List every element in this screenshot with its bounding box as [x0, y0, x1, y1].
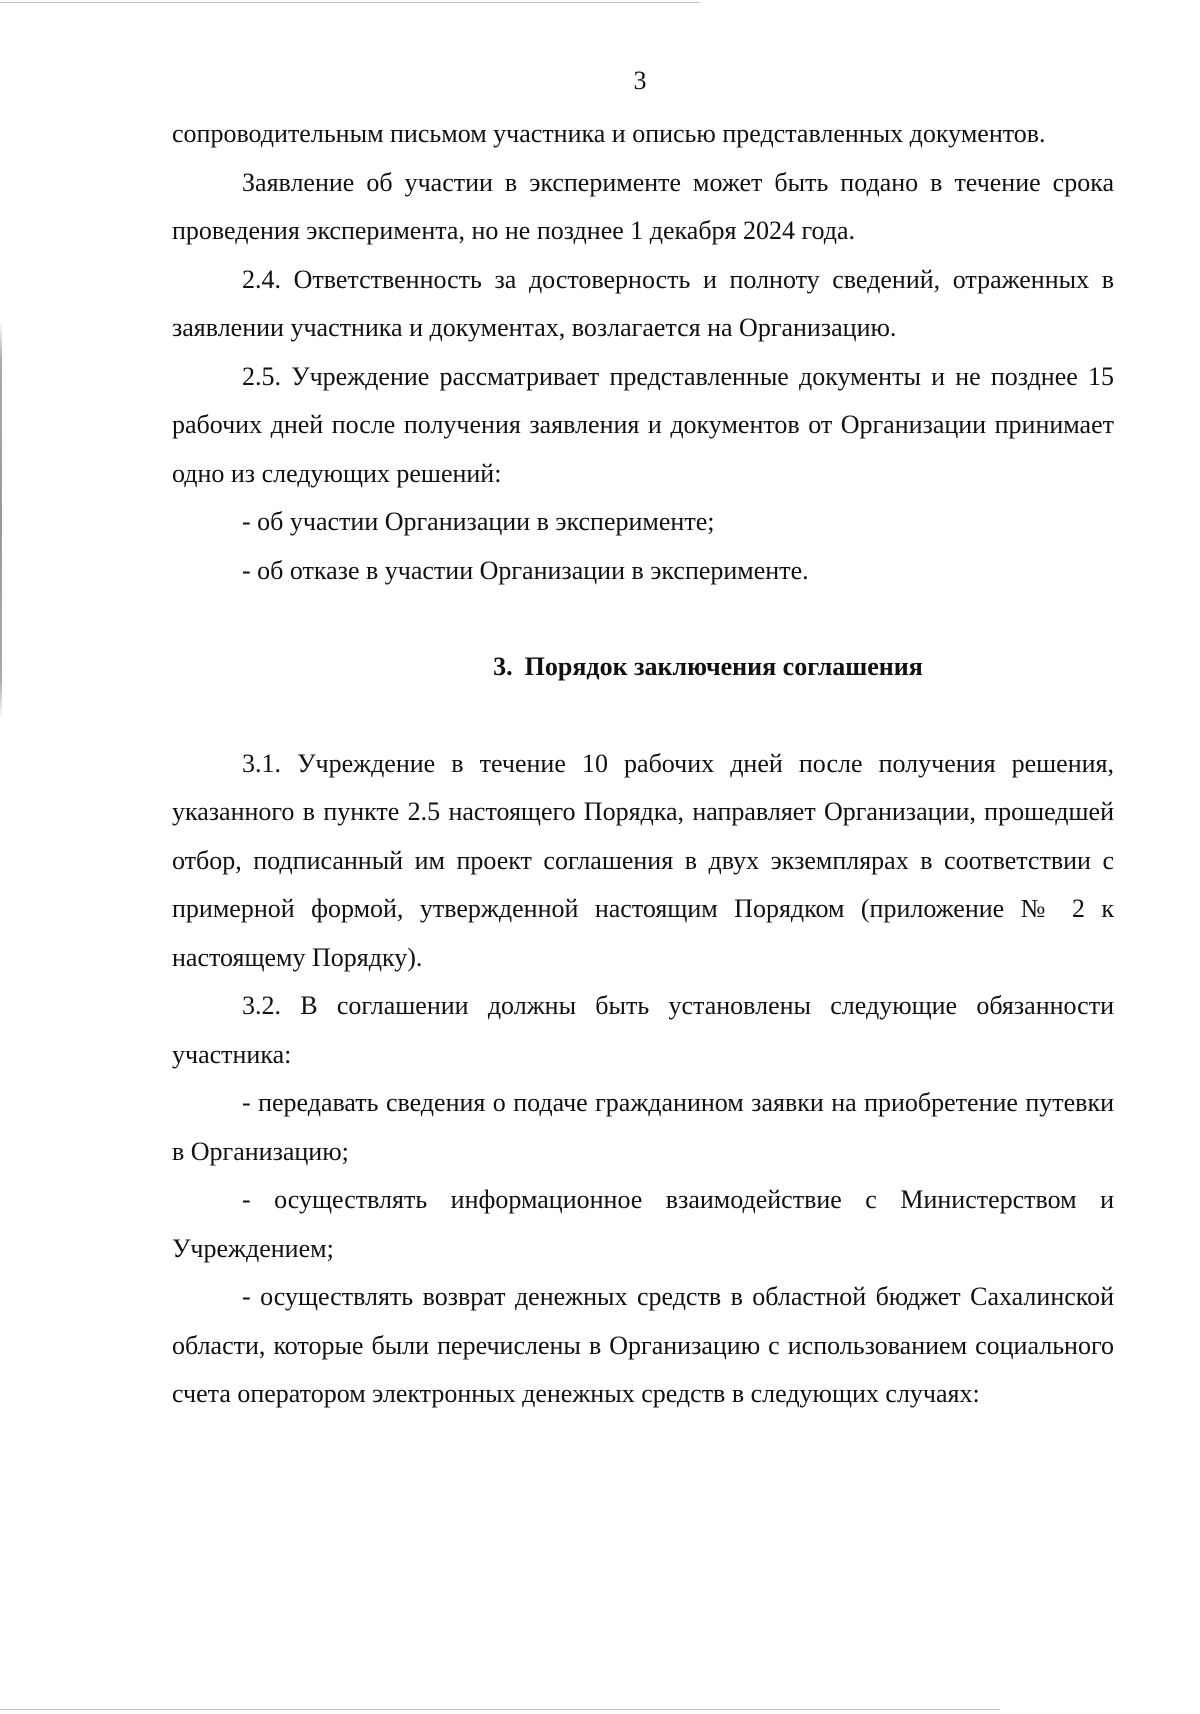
scan-top-edge — [0, 2, 700, 3]
paragraph-2-4: 2.4. Ответственность за достоверность и полноту сведений, отраженных в заявлении участника и документах, возлагается на Организацию. — [172, 264, 1114, 342]
section-number: 3. — [493, 652, 513, 681]
scan-bottom-edge — [0, 1709, 1000, 1710]
scan-left-edge — [0, 320, 2, 720]
list-item-transfer-data: - передавать сведения о подаче гражданином заявки на приобретение путевки в Организацию; — [172, 1088, 1114, 1166]
list-item-participation: - об участии Организации в эксперименте; — [242, 507, 715, 536]
section-heading — [172, 643, 1114, 692]
section-title: Порядок заключения соглашения — [524, 652, 923, 681]
paragraph-2-5: 2.5. Учреждение рассматривает представленные документы и не позднее 15 рабочих дней после получения заявления и документов от Организации принимает одно из следующих решений: — [172, 361, 1114, 488]
list-item-refund: - осуществлять возврат денежных средств в областной бюджет Сахалинской области, которые были перечислены в Организацию с использованием социального счета оператором электронных денежных средств в следующих случаях: — [172, 1282, 1114, 1408]
paragraph-3-2: 3.2. В соглашении должны быть установлены следующие обязанности участника: — [172, 991, 1114, 1069]
paragraph-continuation: сопроводительным письмом участника и описью представленных документов. — [172, 119, 1046, 148]
list-item-info-exchange: - осуществлять информационное взаимодействие с Министерством и Учреждением; — [172, 1185, 1114, 1263]
paragraph-3-1: 3.1. Учреждение в течение 10 рабочих дней после получения решения, указанного в пункте 2.5 настоящего Порядка, направляет Организации, прошедшей отбор, подписанный им проект соглашения в двух экземплярах в соответствии с примерной формой, утвержденной настоящим Порядком (приложение № 2 к настоящему Порядку). — [172, 748, 1114, 972]
document-body — [172, 110, 1114, 1419]
list-item-refusal: - об отказе в участии Организации в эксперименте. — [242, 555, 809, 585]
paragraph-application-deadline: Заявление об участии в эксперименте может быть подано в течение срока проведения эксперимента, но не позднее 1 декабря 2024 года. — [172, 167, 1114, 245]
page-number: 3 — [633, 66, 647, 95]
